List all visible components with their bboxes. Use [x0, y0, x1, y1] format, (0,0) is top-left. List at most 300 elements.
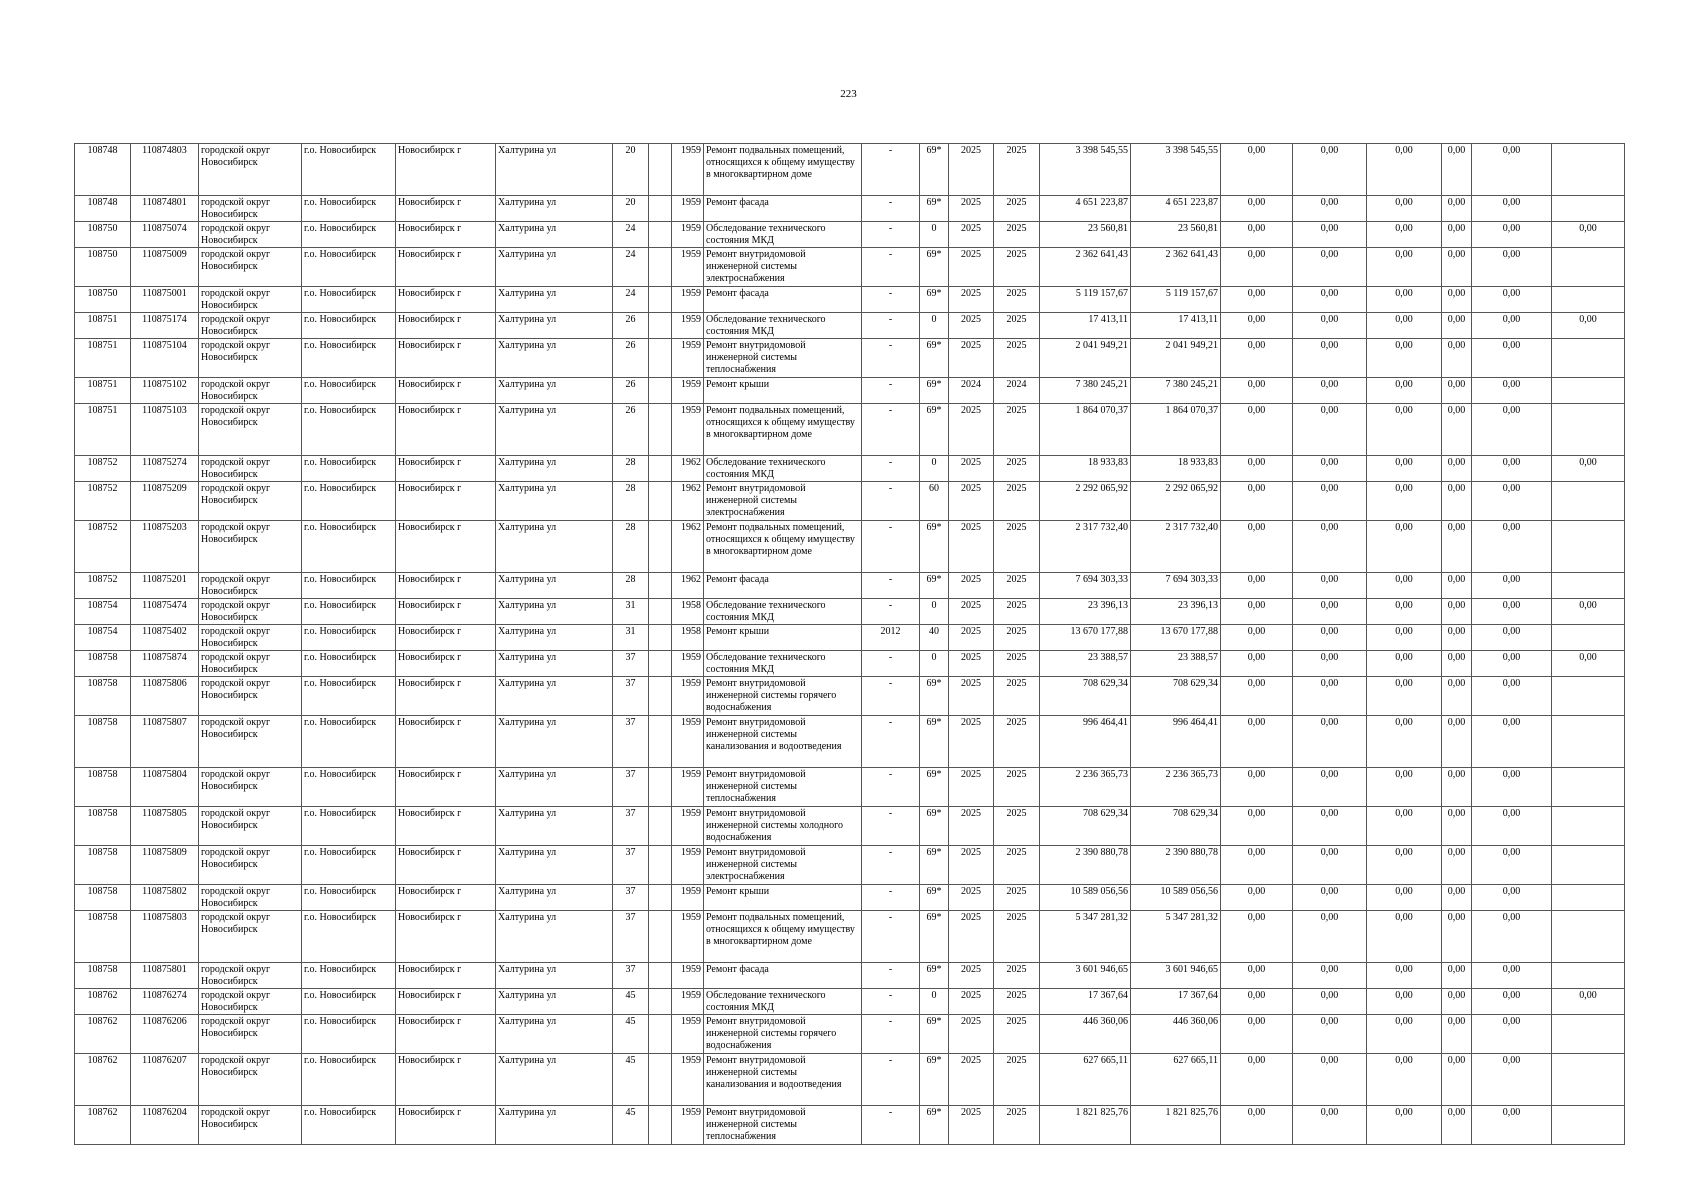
table-cell: -: [862, 313, 920, 339]
table-cell: 0,00: [1367, 1015, 1442, 1054]
table-cell: 0,00: [1293, 144, 1367, 196]
table-cell: 0,00: [1221, 222, 1293, 248]
table-cell: 20: [613, 144, 649, 196]
table-cell: -: [862, 573, 920, 599]
table-cell: 110875203: [131, 521, 199, 573]
table-cell: -: [862, 144, 920, 196]
table-cell: 2025: [949, 963, 994, 989]
table-row: [75, 144, 1625, 196]
table-cell: 0,00: [1442, 404, 1472, 456]
table-cell: 0,00: [1442, 222, 1472, 248]
table-cell: Ремонт внутридомовой инженерной системы электроснабжения: [704, 846, 862, 885]
table-cell: 26: [613, 378, 649, 404]
table-cell: 0,00: [1367, 625, 1442, 651]
table-cell: 0,00: [1221, 144, 1293, 196]
table-cell: Новосибирск г: [396, 1054, 496, 1106]
table-row: [75, 456, 1625, 482]
table-cell: 2025: [949, 456, 994, 482]
table-cell: Халтурина ул: [496, 482, 613, 521]
table-cell: г.о. Новосибирск: [302, 339, 396, 378]
table-cell: 1959: [672, 846, 704, 885]
table-cell: 110875807: [131, 716, 199, 768]
table-cell: 108754: [75, 599, 131, 625]
table-cell: [1552, 248, 1625, 287]
table-cell: -: [862, 807, 920, 846]
table-cell: 3 601 946,65: [1131, 963, 1221, 989]
table-cell: 0,00: [1367, 456, 1442, 482]
table-cell: 108751: [75, 404, 131, 456]
table-cell: 0,00: [1472, 456, 1552, 482]
table-cell: 0: [920, 222, 949, 248]
table-cell: 108752: [75, 521, 131, 573]
table-cell: Новосибирск г: [396, 248, 496, 287]
table-cell: Новосибирск г: [396, 1015, 496, 1054]
table-cell: 0,00: [1367, 196, 1442, 222]
table-cell: 708 629,34: [1131, 807, 1221, 846]
table-cell: 0,00: [1221, 599, 1293, 625]
table-cell: г.о. Новосибирск: [302, 846, 396, 885]
table-cell: 110875102: [131, 378, 199, 404]
table-cell: 2025: [949, 599, 994, 625]
table-cell: 1959: [672, 1054, 704, 1106]
table-cell: городской округ Новосибирск: [199, 1054, 302, 1106]
table-cell: [1552, 144, 1625, 196]
table-cell: 17 413,11: [1040, 313, 1131, 339]
table-cell: [1552, 885, 1625, 911]
table-cell: [649, 885, 672, 911]
table-cell: 0,00: [1472, 248, 1552, 287]
table-cell: -: [862, 716, 920, 768]
table-cell: 2025: [994, 651, 1040, 677]
table-cell: [1552, 1015, 1625, 1054]
table-cell: 0,00: [1367, 599, 1442, 625]
table-cell: 17 413,11: [1131, 313, 1221, 339]
table-cell: [649, 404, 672, 456]
table-cell: [1552, 378, 1625, 404]
table-cell: 37: [613, 716, 649, 768]
table-cell: 20: [613, 196, 649, 222]
table-cell: 110875804: [131, 768, 199, 807]
table-cell: городской округ Новосибирск: [199, 1106, 302, 1145]
table-cell: 23 388,57: [1040, 651, 1131, 677]
table-cell: 2025: [949, 1106, 994, 1145]
table-cell: 2025: [994, 677, 1040, 716]
table-cell: 108758: [75, 677, 131, 716]
table-cell: 69*: [920, 768, 949, 807]
table-cell: городской округ Новосибирск: [199, 313, 302, 339]
table-cell: Новосибирск г: [396, 521, 496, 573]
table-cell: 108758: [75, 807, 131, 846]
table-cell: Халтурина ул: [496, 677, 613, 716]
table-cell: 2025: [994, 768, 1040, 807]
table-cell: 69*: [920, 573, 949, 599]
table-cell: Ремонт внутридомовой инженерной системы электроснабжения: [704, 482, 862, 521]
table-cell: 0,00: [1442, 313, 1472, 339]
table-cell: Новосибирск г: [396, 404, 496, 456]
table-cell: 45: [613, 1054, 649, 1106]
table-cell: г.о. Новосибирск: [302, 807, 396, 846]
table-cell: 110875474: [131, 599, 199, 625]
table-cell: 1959: [672, 768, 704, 807]
table-cell: 0,00: [1472, 651, 1552, 677]
table-cell: 1959: [672, 677, 704, 716]
table-row: [75, 651, 1625, 677]
table-cell: 2025: [994, 222, 1040, 248]
table-cell: 0,00: [1367, 963, 1442, 989]
table-cell: -: [862, 1015, 920, 1054]
table-cell: 0,00: [1293, 456, 1367, 482]
table-cell: -: [862, 196, 920, 222]
table-cell: 1959: [672, 911, 704, 963]
table-cell: 110876207: [131, 1054, 199, 1106]
table-cell: [649, 248, 672, 287]
table-cell: Ремонт внутридомовой инженерной системы электроснабжения: [704, 248, 862, 287]
table-cell: 0,00: [1221, 456, 1293, 482]
table-cell: 2025: [994, 456, 1040, 482]
table-cell: 3 398 545,55: [1131, 144, 1221, 196]
table-cell: 69*: [920, 248, 949, 287]
table-cell: 1959: [672, 885, 704, 911]
table-cell: 0,00: [1472, 1015, 1552, 1054]
table-cell: 2025: [949, 807, 994, 846]
table-row: [75, 222, 1625, 248]
table-cell: городской округ Новосибирск: [199, 599, 302, 625]
table-cell: [649, 599, 672, 625]
table-cell: 2025: [949, 404, 994, 456]
table-cell: 2025: [994, 1054, 1040, 1106]
table-cell: Новосибирск г: [396, 378, 496, 404]
table-cell: [1552, 768, 1625, 807]
table-row: [75, 521, 1625, 573]
table-cell: Халтурина ул: [496, 144, 613, 196]
table-cell: 2025: [949, 521, 994, 573]
table-cell: 1959: [672, 313, 704, 339]
table-cell: 2025: [994, 339, 1040, 378]
table-cell: 110876204: [131, 1106, 199, 1145]
table-cell: 1958: [672, 599, 704, 625]
table-cell: Халтурина ул: [496, 248, 613, 287]
table-cell: городской округ Новосибирск: [199, 716, 302, 768]
table-cell: г.о. Новосибирск: [302, 222, 396, 248]
table-cell: городской округ Новосибирск: [199, 196, 302, 222]
table-cell: Ремонт подвальных помещений, относящихся к общему имуществу в многоквартирном доме: [704, 911, 862, 963]
table-cell: 0,00: [1221, 248, 1293, 287]
table-cell: 0,00: [1442, 248, 1472, 287]
table-cell: 69*: [920, 885, 949, 911]
table-cell: [649, 144, 672, 196]
table-cell: 2025: [994, 963, 1040, 989]
table-cell: 31: [613, 625, 649, 651]
table-cell: 0,00: [1293, 807, 1367, 846]
table-cell: 17 367,64: [1040, 989, 1131, 1015]
table-cell: 0,00: [1367, 339, 1442, 378]
table-cell: [1552, 716, 1625, 768]
table-cell: 627 665,11: [1040, 1054, 1131, 1106]
table-cell: 2 236 365,73: [1040, 768, 1131, 807]
table-cell: 0,00: [1221, 196, 1293, 222]
table-cell: 37: [613, 846, 649, 885]
table-cell: 1962: [672, 573, 704, 599]
table-cell: 24: [613, 222, 649, 248]
table-row: [75, 482, 1625, 521]
table-cell: 110875009: [131, 248, 199, 287]
table-cell: -: [862, 456, 920, 482]
table-cell: 17 367,64: [1131, 989, 1221, 1015]
table-cell: городской округ Новосибирск: [199, 1015, 302, 1054]
table-cell: Новосибирск г: [396, 599, 496, 625]
table-cell: 37: [613, 911, 649, 963]
table-cell: 2025: [994, 573, 1040, 599]
table-cell: 0,00: [1472, 807, 1552, 846]
table-cell: городской округ Новосибирск: [199, 339, 302, 378]
table-cell: 108758: [75, 911, 131, 963]
table-cell: 0,00: [1472, 339, 1552, 378]
table-cell: Новосибирск г: [396, 989, 496, 1015]
page-number: 223: [840, 88, 857, 100]
table-cell: Новосибирск г: [396, 625, 496, 651]
table-cell: Новосибирск г: [396, 651, 496, 677]
table-cell: Новосибирск г: [396, 222, 496, 248]
table-cell: [649, 716, 672, 768]
table-cell: 1962: [672, 521, 704, 573]
table-cell: 0,00: [1293, 989, 1367, 1015]
table-cell: 2025: [994, 989, 1040, 1015]
table-cell: 0,00: [1293, 339, 1367, 378]
table-cell: 1962: [672, 456, 704, 482]
table-cell: 2 236 365,73: [1131, 768, 1221, 807]
table-cell: 2025: [994, 1015, 1040, 1054]
table-cell: 0,00: [1367, 885, 1442, 911]
table-cell: Халтурина ул: [496, 1054, 613, 1106]
table-cell: -: [862, 599, 920, 625]
table-cell: 0,00: [1221, 716, 1293, 768]
table-cell: 1959: [672, 651, 704, 677]
table-cell: 69*: [920, 807, 949, 846]
table-cell: -: [862, 989, 920, 1015]
table-cell: 108758: [75, 963, 131, 989]
table-cell: 23 396,13: [1040, 599, 1131, 625]
table-cell: 0,00: [1367, 989, 1442, 1015]
table-cell: 0,00: [1293, 846, 1367, 885]
table-cell: 0,00: [1293, 1106, 1367, 1145]
table-cell: г.о. Новосибирск: [302, 287, 396, 313]
table-cell: 0,00: [1472, 573, 1552, 599]
table-cell: [649, 482, 672, 521]
table-cell: 3 398 545,55: [1040, 144, 1131, 196]
table-row: [75, 846, 1625, 885]
table-cell: г.о. Новосибирск: [302, 248, 396, 287]
table-cell: 0,00: [1221, 573, 1293, 599]
table-cell: Новосибирск г: [396, 339, 496, 378]
table-cell: 0,00: [1442, 573, 1472, 599]
table-cell: Халтурина ул: [496, 911, 613, 963]
table-cell: 0,00: [1221, 677, 1293, 716]
table-cell: [1552, 287, 1625, 313]
table-cell: 0,00: [1293, 768, 1367, 807]
table-cell: 0,00: [1442, 482, 1472, 521]
table-cell: 2024: [949, 378, 994, 404]
table-cell: 69*: [920, 339, 949, 378]
table-cell: Халтурина ул: [496, 846, 613, 885]
table-cell: 0,00: [1442, 1106, 1472, 1145]
table-cell: 108762: [75, 1054, 131, 1106]
table-cell: Ремонт фасада: [704, 196, 862, 222]
table-cell: Новосибирск г: [396, 573, 496, 599]
table-cell: 23 560,81: [1131, 222, 1221, 248]
table-cell: -: [862, 287, 920, 313]
table-cell: Халтурина ул: [496, 222, 613, 248]
table-cell: г.о. Новосибирск: [302, 378, 396, 404]
table-cell: [1552, 807, 1625, 846]
table-cell: 1959: [672, 287, 704, 313]
table-cell: [649, 677, 672, 716]
table-cell: 0,00: [1472, 885, 1552, 911]
table-cell: -: [862, 846, 920, 885]
table-cell: Обследование технического состояния МКД: [704, 222, 862, 248]
table-row: [75, 248, 1625, 287]
table-cell: 0,00: [1552, 651, 1625, 677]
table-cell: [649, 378, 672, 404]
table-cell: 2025: [994, 196, 1040, 222]
table-cell: 0,00: [1221, 1015, 1293, 1054]
table-cell: 0,00: [1552, 989, 1625, 1015]
table-cell: [649, 1015, 672, 1054]
table-cell: Ремонт внутридомовой инженерной системы канализования и водоотведения: [704, 1054, 862, 1106]
table-cell: -: [862, 248, 920, 287]
table-cell: 2 362 641,43: [1040, 248, 1131, 287]
table-cell: 0,00: [1442, 1015, 1472, 1054]
table-cell: 2025: [994, 144, 1040, 196]
table-cell: 69*: [920, 963, 949, 989]
table-cell: [1552, 1054, 1625, 1106]
table-cell: 108762: [75, 989, 131, 1015]
table-cell: 5 119 157,67: [1131, 287, 1221, 313]
table-cell: 0,00: [1293, 404, 1367, 456]
table-cell: 0,00: [1472, 599, 1552, 625]
table-cell: 0,00: [1442, 768, 1472, 807]
table-cell: 110875806: [131, 677, 199, 716]
table-cell: 0,00: [1442, 677, 1472, 716]
table-cell: 69*: [920, 716, 949, 768]
table-cell: 0,00: [1472, 404, 1552, 456]
table-cell: Ремонт подвальных помещений, относящихся к общему имуществу в многоквартирном доме: [704, 144, 862, 196]
table-cell: -: [862, 404, 920, 456]
table-cell: 108758: [75, 651, 131, 677]
table-cell: 2025: [949, 248, 994, 287]
table-cell: Ремонт внутридомовой инженерной системы теплоснабжения: [704, 768, 862, 807]
table-cell: [649, 222, 672, 248]
table-cell: 108751: [75, 339, 131, 378]
table-cell: г.о. Новосибирск: [302, 963, 396, 989]
table-cell: 69*: [920, 911, 949, 963]
table-cell: 0,00: [1442, 911, 1472, 963]
table-cell: 0,00: [1472, 482, 1552, 521]
table-cell: Халтурина ул: [496, 287, 613, 313]
table-cell: 69*: [920, 1106, 949, 1145]
table-cell: 996 464,41: [1131, 716, 1221, 768]
table-cell: -: [862, 768, 920, 807]
table-cell: 37: [613, 807, 649, 846]
table-cell: 0,00: [1442, 716, 1472, 768]
table-cell: 0,00: [1472, 677, 1552, 716]
table-cell: 7 694 303,33: [1131, 573, 1221, 599]
table-cell: [649, 625, 672, 651]
table-cell: 69*: [920, 196, 949, 222]
table-cell: Халтурина ул: [496, 339, 613, 378]
table-cell: 26: [613, 313, 649, 339]
table-cell: [649, 989, 672, 1015]
table-cell: 28: [613, 482, 649, 521]
table-cell: 110875803: [131, 911, 199, 963]
table-cell: 1 821 825,76: [1040, 1106, 1131, 1145]
table-cell: Ремонт внутридомовой инженерной системы холодного водоснабжения: [704, 807, 862, 846]
table-cell: 110875874: [131, 651, 199, 677]
table-cell: 0,00: [1472, 911, 1552, 963]
table-cell: 110875174: [131, 313, 199, 339]
table-cell: [649, 196, 672, 222]
table-cell: Новосибирск г: [396, 456, 496, 482]
table-cell: 0,00: [1221, 404, 1293, 456]
table-cell: 37: [613, 885, 649, 911]
table-cell: 0,00: [1367, 378, 1442, 404]
table-cell: [649, 1054, 672, 1106]
table-cell: Ремонт крыши: [704, 885, 862, 911]
table-cell: Халтурина ул: [496, 456, 613, 482]
table-row: [75, 885, 1625, 911]
table-cell: Новосибирск г: [396, 768, 496, 807]
table-row: [75, 1015, 1625, 1054]
table-cell: Ремонт внутридомовой инженерной системы теплоснабжения: [704, 339, 862, 378]
table-cell: Ремонт внутридомовой инженерной системы горячего водоснабжения: [704, 1015, 862, 1054]
table-cell: 0,00: [1367, 651, 1442, 677]
table-cell: -: [862, 378, 920, 404]
table-cell: 2025: [949, 846, 994, 885]
table-cell: 0,00: [1367, 573, 1442, 599]
table-cell: 2025: [949, 651, 994, 677]
table-cell: городской округ Новосибирск: [199, 248, 302, 287]
table-row: [75, 989, 1625, 1015]
table-cell: городской округ Новосибирск: [199, 807, 302, 846]
table-cell: 0,00: [1442, 625, 1472, 651]
table-cell: [649, 521, 672, 573]
table-cell: [1552, 911, 1625, 963]
table-cell: г.о. Новосибирск: [302, 651, 396, 677]
table-cell: 0,00: [1293, 248, 1367, 287]
table-cell: 28: [613, 573, 649, 599]
table-cell: 0,00: [1293, 963, 1367, 989]
table-cell: 0,00: [1442, 1054, 1472, 1106]
table-cell: 110875402: [131, 625, 199, 651]
table-cell: 18 933,83: [1131, 456, 1221, 482]
table-cell: 2025: [949, 1015, 994, 1054]
table-cell: 2 041 949,21: [1131, 339, 1221, 378]
table-cell: 1959: [672, 807, 704, 846]
table-cell: Новосибирск г: [396, 846, 496, 885]
table-cell: 23 560,81: [1040, 222, 1131, 248]
table-cell: 110875104: [131, 339, 199, 378]
table-cell: г.о. Новосибирск: [302, 456, 396, 482]
table-cell: -: [862, 963, 920, 989]
table-cell: Халтурина ул: [496, 573, 613, 599]
table-cell: 446 360,06: [1040, 1015, 1131, 1054]
table-cell: 37: [613, 963, 649, 989]
table-cell: 1959: [672, 222, 704, 248]
table-cell: 0,00: [1367, 807, 1442, 846]
table-cell: 0,00: [1293, 911, 1367, 963]
table-cell: 1959: [672, 1106, 704, 1145]
table-cell: 108752: [75, 456, 131, 482]
table-cell: Новосибирск г: [396, 287, 496, 313]
